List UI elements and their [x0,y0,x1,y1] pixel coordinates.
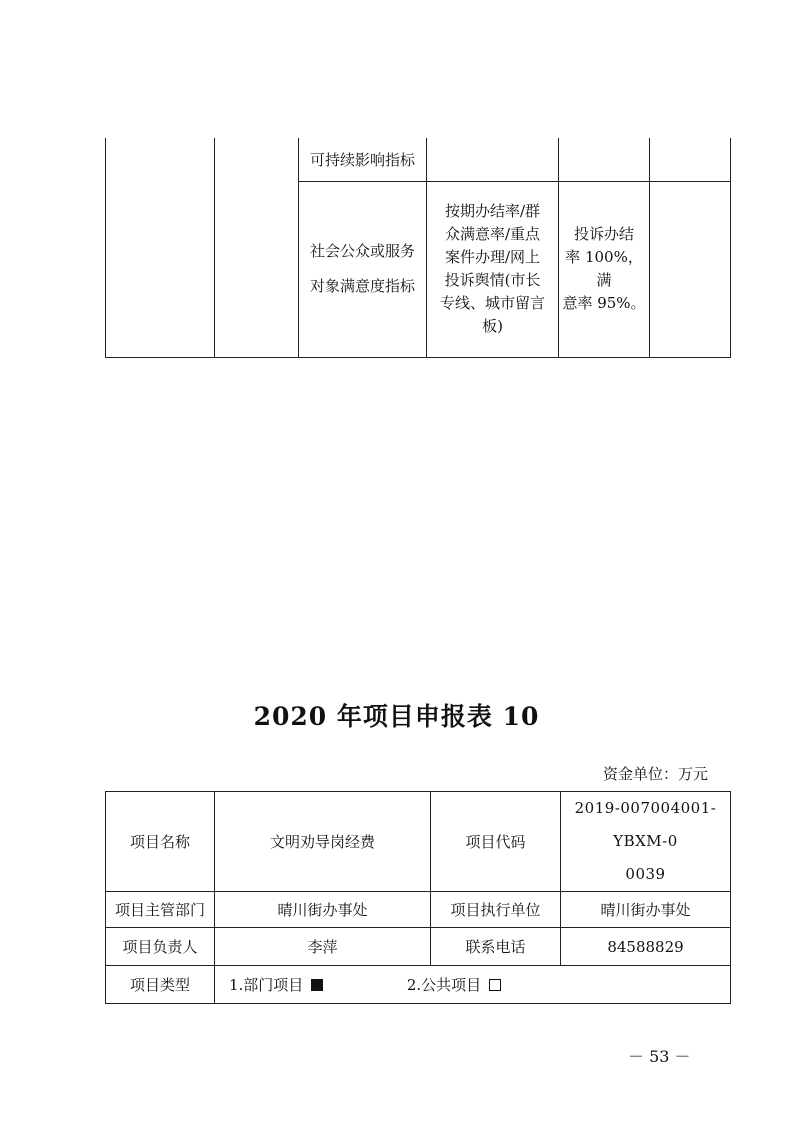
remark-cell [650,138,731,181]
dept-value: 晴川街办事处 [215,892,431,928]
type-option-dept-label: 1.部门项目 [229,976,304,994]
indicator-cell: 社会公众或服务 对象满意度指标 [299,181,427,357]
content-cell: 按期办结率/群 众满意率/重点 案件办理/网上 投诉舆情(市长 专线、城市留言 板) [427,181,559,357]
table-row [106,928,731,966]
project-name-value: 文明劝导岗经费 [215,792,431,892]
target-cell [559,138,650,181]
empty-cell [215,138,299,357]
dept-label: 项目主管部门 [106,892,215,928]
project-application-table [105,791,731,1004]
table-row [106,138,731,181]
fund-unit-label: 资金单位：万元 [602,765,708,783]
table-row [106,892,731,928]
exec-unit-value: 晴川街办事处 [561,892,731,928]
table-row [106,966,731,1004]
owner-value: 李萍 [215,928,431,966]
phone-value: 84588829 [561,928,731,966]
phone-label: 联系电话 [431,928,561,966]
remark-cell [650,181,731,357]
type-options [215,966,731,1004]
project-name-label: 项目名称 [106,792,215,892]
unchecked-checkbox-icon[interactable] [489,979,501,991]
type-label: 项目类型 [106,966,215,1004]
checked-checkbox-icon[interactable] [311,979,323,991]
table-row [106,792,731,892]
exec-unit-label: 项目执行单位 [431,892,561,928]
project-code-label: 项目代码 [431,792,561,892]
page-title: 2020 年项目申报表 10 [253,702,540,731]
indicator-cell: 可持续影响指标 [299,138,427,181]
type-option-public-label: 2.公共项目 [406,976,482,994]
performance-indicator-table [105,138,731,358]
project-code-value: 2019-007004001-YBXM-0 0039 [561,792,731,892]
content-cell [427,138,559,181]
owner-label: 项目负责人 [106,928,215,966]
page-number: － 53 － [628,1047,691,1066]
target-cell: 投诉办结 率 100%，满 意率 95%。 [559,181,650,357]
empty-cell [106,138,215,357]
